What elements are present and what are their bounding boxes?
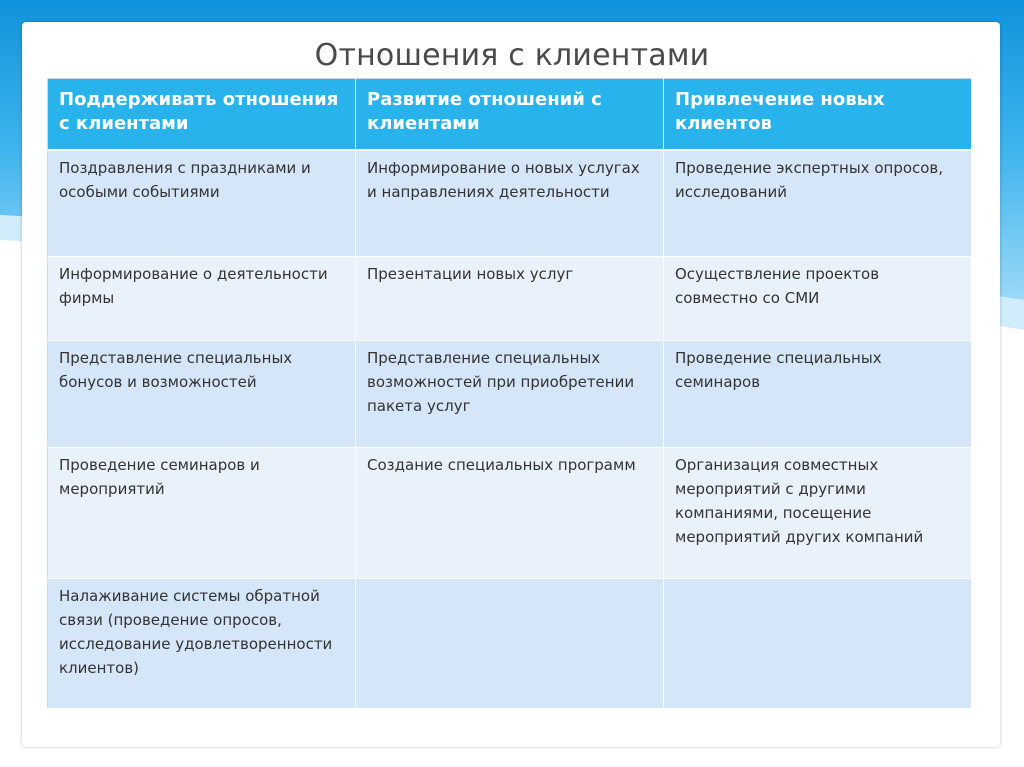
table-row bbox=[48, 150, 972, 257]
column-header-develop: Развитие отношений с клиентами bbox=[356, 79, 664, 151]
table-cell: Организация совместных мероприятий с другими компаниями, посещение мероприятий других компаний bbox=[664, 448, 972, 579]
table-cell: Презентации новых услуг bbox=[356, 257, 664, 341]
table-cell: Проведение специальных семинаров bbox=[664, 341, 972, 448]
table-cell: Информирование о новых услугах и направлениях деятельности bbox=[356, 150, 664, 257]
table-cell: Проведение семинаров и мероприятий bbox=[48, 448, 356, 579]
column-header-attract: Привлечение новых клиентов bbox=[664, 79, 972, 151]
column-header-maintain: Поддерживать отношения с клиентами bbox=[48, 79, 356, 151]
table-row bbox=[48, 448, 972, 579]
table-cell bbox=[664, 579, 972, 709]
table-cell: Создание специальных программ bbox=[356, 448, 664, 579]
relations-table bbox=[47, 78, 972, 709]
table-cell: Представление специальных бонусов и возможностей bbox=[48, 341, 356, 448]
table-row bbox=[48, 579, 972, 709]
table-cell: Проведение экспертных опросов, исследований bbox=[664, 150, 972, 257]
table-header-row bbox=[48, 79, 972, 151]
slide-title: Отношения с клиентами bbox=[314, 38, 710, 73]
table-cell: Поздравления с праздниками и особыми событиями bbox=[48, 150, 356, 257]
table-cell: Информирование о деятельности фирмы bbox=[48, 257, 356, 341]
table-cell bbox=[356, 579, 664, 709]
table-cell: Представление специальных возможностей при приобретении пакета услуг bbox=[356, 341, 664, 448]
table-row bbox=[48, 341, 972, 448]
table-row bbox=[48, 257, 972, 341]
table-cell: Осуществление проектов совместно со СМИ bbox=[664, 257, 972, 341]
table-cell: Налаживание системы обратной связи (проведение опросов, исследование удовлетворенности клиентов) bbox=[48, 579, 356, 709]
